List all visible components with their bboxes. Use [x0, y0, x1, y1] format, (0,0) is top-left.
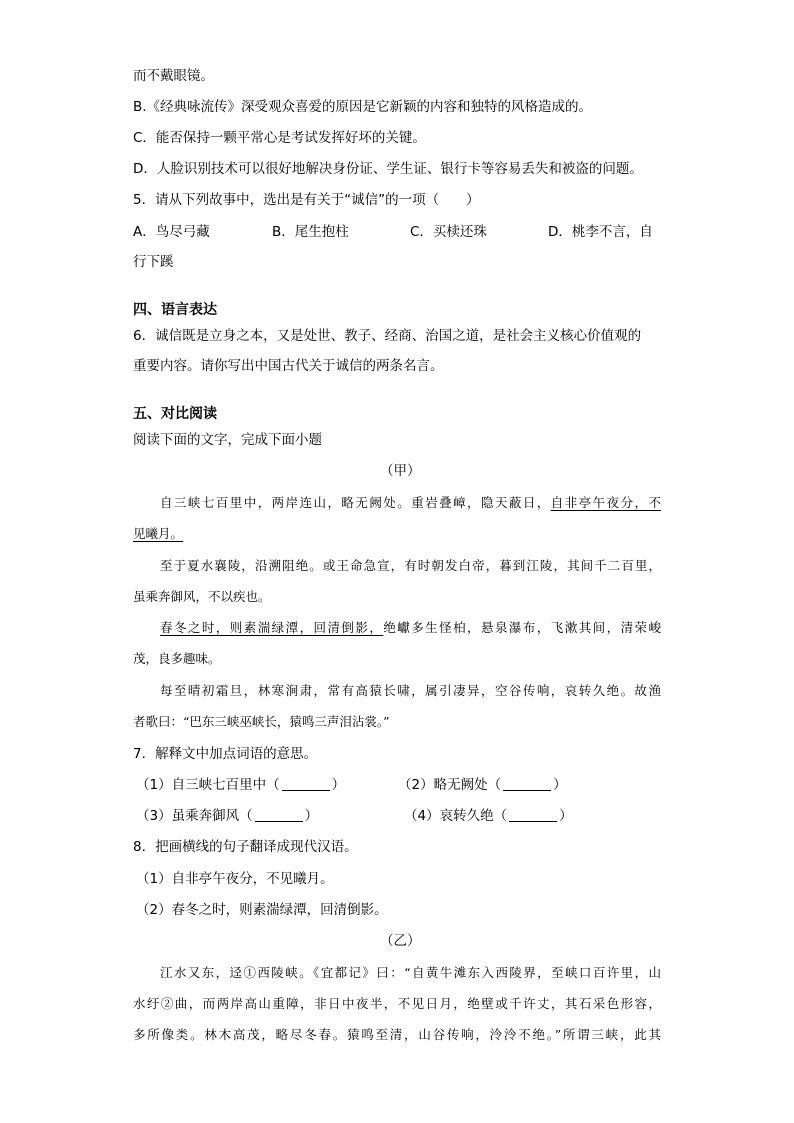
- answer-blank[interactable]: [509, 807, 557, 822]
- underlined-sentence-1a: 自非亭午夜分，不: [550, 495, 661, 510]
- passage-jia-para2-line1: 至于夏水襄陵，沿溯阻绝。或王命急宣，有时朝发白帝，暮到江陵，其间千二百里，: [160, 558, 661, 573]
- q4-option-c: C．能否保持一颗平常心是考试发挥好坏的关键。: [133, 130, 426, 146]
- q4-option-b: B.《经典咏流传》深受观众喜爱的原因是它新颖的内容和独特的风格造成的。: [133, 99, 593, 115]
- passage-yi-line1: 江水又东，迳①西陵峡。《宜都记》曰：“自黄牛滩东入西陵界，至峡口百许里，山: [160, 965, 661, 980]
- q7-item2: （2）略无阙处（ ）: [398, 777, 567, 793]
- q5-option-d: D．桃李不言，自: [548, 224, 653, 240]
- q8-item1: （1）自非亭午夜分，不见曦月。: [136, 871, 334, 887]
- q7-stem: 7．解释文中加点词语的意思。: [133, 746, 318, 762]
- answer-blank[interactable]: [282, 776, 330, 791]
- q5-option-c: C．买椟还珠: [410, 224, 487, 240]
- answer-blank[interactable]: [503, 776, 551, 791]
- q6-stem-line1: 6．诚信既是立身之本，又是处世、教子、经商、治国之道，是社会主义核心价值观的: [133, 328, 642, 344]
- passage-jia-para3-line1: 春冬之时，则素湍绿潭，回清倒影，绝巘多生怪柏，悬泉瀑布，飞漱其间，清荣峻: [160, 620, 661, 635]
- passage-jia-para4-line2: 者歌曰：“巴东三峡巫峡长，猿鸣三声泪沾裳。”: [133, 714, 390, 729]
- passage-yi-line2: 水纡②曲，而两岸高山重障，非日中夜半，不见日月，绝壁或千许丈，其石采色形容，: [133, 996, 661, 1011]
- q5-stem: 5．请从下列故事中，选出是有关于“诚信”的一项（ ）: [133, 192, 480, 208]
- q6-stem-line2: 重要内容。请你写出中国古代关于诚信的两条名言。: [133, 358, 444, 374]
- underlined-sentence-2: 春冬之时，则素湍绿潭，回清倒影，: [160, 620, 384, 635]
- passage-jia-para2-line2: 虽乘奔御风，不以疾也。: [133, 589, 271, 604]
- reading-instruction: 阅读下面的文字，完成下面小题: [133, 432, 322, 448]
- passage-jia-para3-line2: 茂，良多趣味。: [133, 651, 221, 666]
- q5-option-a: A．鸟尽弓藏: [133, 224, 210, 240]
- q8-item2: （2）春冬之时，则素湍绿潭，回清倒影。: [136, 902, 388, 918]
- q7-item3: （3）虽乘奔御风（ ）: [136, 808, 319, 824]
- q5-option-b: B．尾生抱柱: [272, 224, 349, 240]
- section-heading-comparative-reading: 五、对比阅读: [133, 406, 217, 422]
- passage-jia-para4-line1: 每至晴初霜旦，林寒涧肃，常有高猿长啸，属引凄异，空谷传响，哀转久绝。故渔: [160, 683, 661, 698]
- q8-stem: 8．把画横线的句子翻译成现代汉语。: [133, 839, 358, 855]
- q7-item1: （1）自三峡七百里中（ ）: [136, 777, 346, 793]
- passage-jia-title: （甲）: [380, 463, 421, 479]
- q7-item4: （4）哀转久绝（ ）: [404, 808, 573, 824]
- passage-yi-line3: 多所像类。林木高茂，略尽冬春。猿鸣至清，山谷传响，泠泠不绝。”所谓三峡，此其: [133, 1027, 661, 1042]
- q4-option-a-continuation: 而不戴眼镜。: [133, 68, 214, 84]
- answer-blank[interactable]: [255, 807, 303, 822]
- passage-jia-para1-line2: 见曦月。: [133, 526, 184, 541]
- q4-option-d: D．人脸识别技术可以很好地解决身份证、学生证、银行卡等容易丢失和被盗的问题。: [133, 161, 643, 177]
- passage-yi-title: （乙）: [380, 933, 421, 949]
- section-heading-language-expression: 四、语言表达: [133, 302, 217, 318]
- q5-option-d-wrap: 行下蹊: [133, 254, 174, 270]
- passage-jia-para1-line1: 自三峡七百里中，两岸连山，略无阙处。重岩叠嶂，隐天蔽日，自非亭午夜分，不: [160, 495, 661, 510]
